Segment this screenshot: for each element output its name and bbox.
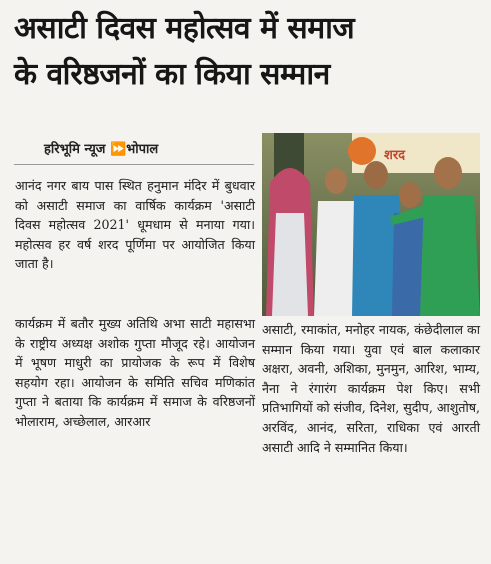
byline: हरिभूमि न्यूज ⏩भोपाल (44, 142, 159, 157)
news-photo (262, 133, 480, 316)
person-elderly-woman (266, 168, 314, 316)
body-paragraph-1: आनंद नगर बाय पास स्थित हनुमान मंदिर में बुधवार को असाटी समाज का वार्षिक कार्यक्रम 'असाटी दिवस महोत्सव 2021' धूमधाम से मनाया गया। महोत्सव हर वर्ष शरद पूर्णिमा पर आयोजित किया जाता है। (15, 178, 255, 272)
byline-divider (14, 164, 254, 165)
headline (14, 6, 480, 98)
headline-line-1: असाटी दिवस महोत्सव में समाज (14, 11, 355, 46)
news-photo-image (262, 133, 480, 316)
body-paragraph-3: असाटी, रमाकांत, मनोहर नायक, कंछेदीलाल का सम्मान किया गया। युवा एवं बाल कलाकार अक्षरा, अवनी, अशिका, मुनमुन, आरिश, भाम्य, नैना ने रंगारंग कार्यक्रम पेश किए। सभी प्रतिभागियों को संजीव, दिनेश, सुदीप, आशुतोष, अरविंद, आनंद, सरिता, राधिका एवं आरती असाटी आदि ने सम्मानित किया। (262, 322, 480, 455)
banner-text: शरद (384, 148, 406, 163)
body-paragraph-2: कार्यक्रम में बतौर मुख्य अतिथि अभा साटी महासभा के राष्ट्रीय अध्यक्ष अशोक गुप्ता मौजूद रहे। आयोजन में भूषण माधुरी का प्रायोजक के रूप में विशेष सहयोग रहा। आयोजन के समिति सचिव मणिकांत गुप्ता ने बताया कि कार्यक्रम में समाज के वरिष्ठजनों भोलाराम, अच्छेलाल, आरआर (15, 316, 255, 429)
headline-line-2: के वरिष्ठजनों का किया सम्मान (14, 57, 330, 92)
banner-logo (348, 137, 376, 165)
